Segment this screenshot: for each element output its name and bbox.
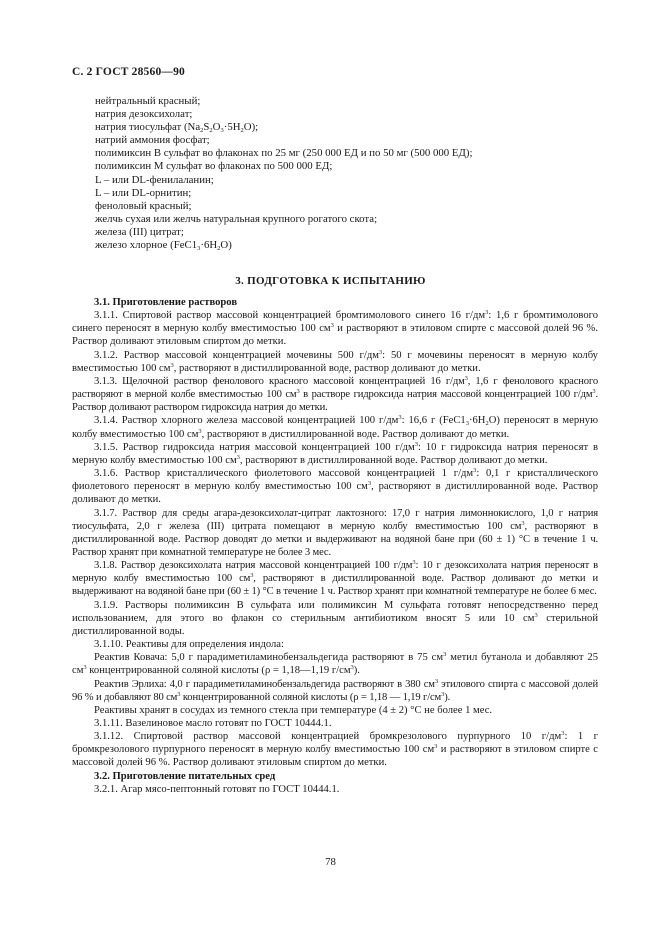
paragraph: 3.1.11. Вазелиновое масло готовят по ГОСТ 10444.1.	[94, 718, 332, 729]
reagent-item: железа (III) цитрат;	[95, 225, 184, 238]
reagent-item: нейтральный красный;	[95, 95, 201, 107]
paragraph: Реактивы хранят в сосудах из темного стекла при температуре (4 ± 2) °С не более 1 мес.	[94, 704, 493, 716]
subsection-heading: 3.2. Приготовление питательных сред	[94, 770, 276, 782]
paragraph: 3.1.9. Растворы полимиксин В сульфата или полимиксин М сульфата готовят непосредственно перед использованием, для этого во флакон со стерильным антибиотиком вносят 5 или 10 $см^3$ стерильной дистиллированной воды.	[72, 599, 599, 637]
reagent-item: полимиксин М сульфат во флаконах по 500 000 ЕД;	[95, 160, 333, 173]
paragraph: 3.1.4. Раствор хлорного железа массовой концентрацией 100 $г/дм^3$: 16,6 г $(FeC1_3\cdot 6H_2O)$ переносят в мерную колбу вместимостью 100 $см^3$, растворяют в дистиллированной воде. Раствор доливают до метки.	[72, 414, 598, 440]
subsection-heading: 3.1. Приготовление растворов	[94, 297, 238, 308]
paragraph: 3.1.6. Раствор кристаллического фиолетового массовой концентрацией 1 $г/дм^3$: 0,1 г кристаллического фиолетового переносят в мерную колбу вместимостью 100 $см^3$, растворяют в дистиллированной воде. Раствор доливают до метки.	[72, 467, 598, 506]
reagent-item: L – или DL-фенилаланин;	[95, 173, 214, 186]
paragraph: 3.1.12. Спиртовой раствор массовой концентрацией бромкрезолового пурпурного 10 $г/дм^3$: 1 г бромкрезолового пурпурного переносят в мерную колбу вместимостью 100 $см^3$ и растворяют в этиловом спирте с массовой долей 96 %. Раствор доливают этиловым спиртом до метки.	[72, 730, 598, 769]
paragraph: 3.1.2. Раствор массовой концентрацией мочевины 500 $г/дм^3$: 50 г мочевины переносят в мерную колбу вместимостью 100 $см^3$, растворяют в дистиллированной воде, раствор доливают до метки.	[72, 348, 598, 374]
reagent-item: желчь сухая или желчь натуральная крупного рогатого скота;	[95, 212, 378, 225]
paragraph: 3.1.8. Раствор дезоксихолата натрия массовой концентрацией 100 $г/дм^3$: 10 г дезоксихолата натрия переносят в мерную колбу вместимостью 100 $см^3$, растворяют в дистиллированной воде. Раствор доливают до метки и выдерживают на водяной бане при (60 ± 1) °С в течение 1 ч. Раствор хранят при комнатной температуре не более 6 мес.	[72, 559, 598, 598]
section-title: 3. ПОДГОТОВКА К ИСПЫТАНИЮ	[235, 275, 426, 287]
paragraph: 3.1.1. Спиртовой раствор массовой концентрацией бромтимолового синего 16 $г/дм^3$: 1,6 г бромтимолового синего переносят в мерную колбу вместимостью 100 $см^3$ и растворяют в этиловом спирте с массовой долей 96 %. Раствор доливают этиловым спиртом до метки.	[72, 309, 598, 348]
paragraph: 3.2.1. Агар мясо-пептонный готовят по ГОСТ 10444.1.	[94, 783, 340, 795]
page-number: 78	[325, 856, 336, 868]
reagent-item: натрия дезоксихолат;	[95, 108, 193, 121]
paragraph: 3.1.7. Раствор для среды агара-дезоксихолат-цитрат лактозного: 17,0 г натрия лимоннокислого, 1,0 г натрия тиосульфата, 2,0 г железа (III) цитрата помещают в мерную колбу вместимостью 100 $см^3$, растворяют в дистиллированной воде. Раствор доводят до метки и выдерживают на водяной бане при (60 ± 1) °С в течение 1 ч. Раствор хранят при комнатной температуре не более 3 мес.	[72, 507, 599, 558]
paragraph: Реактив Эрлиха: 4,0 г парадиметиламинобензальдегида растворяют в 380 $см^3$ этилового спирта с массовой долей 96 % и добавляют 80 $см^3$ концентрированной соляной кислоты (ρ = 1,18 — 1,19 $г/см^3$).	[72, 677, 599, 703]
reagent-item: феноловый красный;	[95, 199, 192, 212]
reagent-item: L – или DL-орнитин;	[95, 186, 192, 199]
reagent-item: железо хлорное $(FeC1_3\cdot 6H_2O)$	[95, 239, 232, 253]
reagent-item: натрия тиосульфат $(Na_2S_2O_3\cdot 5H_2O)$;	[95, 121, 259, 135]
paragraph: 3.1.5. Раствор гидроксида натрия массовой концентрацией 100 $г/дм^3$: 10 г гидроксида натрия переносят в мерную колбу вместимостью 100 $см^3$, растворяют в дистиллированной воде. Раствор доливают до метки.	[72, 440, 598, 466]
page-header: С. 2 ГОСТ 28560—90	[72, 66, 185, 78]
reagent-list	[95, 95, 615, 252]
section-body	[72, 296, 598, 796]
paragraph: 3.1.10. Реактивы для определения индола:	[94, 639, 284, 651]
paragraph: Реактив Ковача: 5,0 г парадиметиламинобензальдегида растворяют в 75 $см^3$ метил бутанола и добавляют 25 $см^3$ концентрированной соляной кислоты (ρ = 1,18—1,19 $г/см^3$).	[72, 651, 598, 677]
reagent-item: натрий аммония фосфат;	[95, 134, 210, 147]
paragraph: 3.1.3. Щелочной раствор фенолового красного массовой концентрацией 16 $г/дм^3$, 1,6 г фенолового красного растворяют в мерной колбе вместимостью 100 $см^3$ в растворе гидроксида натрия массовой концентрацией 100 $г/дм^3$. Раствор доливают раствором гидроксида натрия до метки.	[72, 374, 598, 414]
reagent-item: полимиксин В сульфат во флаконах по 25 мг (250 000 ЕД и по 50 мг (500 000 ЕД);	[95, 147, 473, 160]
